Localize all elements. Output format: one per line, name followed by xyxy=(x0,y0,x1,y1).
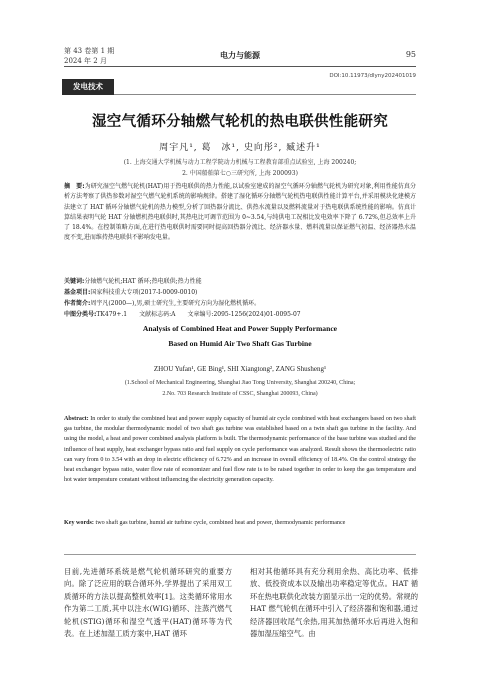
journal-name: 电力与能源 xyxy=(220,51,260,60)
body-column-right: 相对其他循环具有充分利用余热、高比功率、低排放、低投资成本以及输出功率稳定等优点。HAT 循环在热电联供化改装方面显示出一定的优势。常规的 HAT 燃气轮机在循环中引入了经济器和饱和器,通过经济器回收尾气余热,用其加热循环水后再进入饱和器加湿压缩空气。由 xyxy=(250,567,418,639)
english-abstract xyxy=(64,414,416,485)
chinese-abstract xyxy=(64,182,416,244)
english-abstract-label: Abstract: xyxy=(64,416,89,422)
chinese-abstract-text: 为研究湿空气燃气轮机(HAT)用于热电联供的热力性能,以试验室建成的湿空气循环分轴燃气轮机为研究对象,利用性能仿真分析方法考察了供热参数对湿空气燃气轮机系统的影响规律。搭建了湿化循环分轴燃气轮机热电联供性能计算平台,并采用模块化建模方法建立了 HAT 循环分轴燃气轮机的热力模型,分析了回热器分流比、供热水流量以及燃料流量对于热电联供系统性能的影响。仿真计算结果表明气轮 HAT 分轴燃机热电联供时,其热电比可调节范围为 0~3.54,与纯供电工况相比发电效率下降了 6.72%,但总效率上升了 18.4%。在控制策略方面,在进行热电联供时需要同时提高回热器分流比、经济器水量、燃料流量以保证燃气初温、经济器热水温度不变,进而维持热电联供不影响发电量。 xyxy=(64,183,416,242)
classification: 中图分类号:TK479+.1 文献标志码:A 文章编号:2095-1256(2024)01-0095-07 xyxy=(64,311,301,318)
english-affiliation-1: (1.School of Mechanical Engineering, Shanghai Jiao Tong University, Shanghai 200240, China; xyxy=(124,380,356,386)
english-abstract-text: In order to study the combined heat and power supply capacity of humid air cycle combined with heat exchangers based on two shaft gas turbine, the modular thermodynamic model of two shaft gas turbine was established based on a twin shaft gas turbine in the facility. And using the model, a heat and power combined analysis platform is built. The thermodynamic performance of the base turbine was studied and the influence of heat supply, heat exchanger bypass ratio and fuel supply on cycle performance was analyzed. Result shows the thermoelectric ratio can vary from 0 to 3.54 with an drop in electric efficiency of 6.72% and an increase in overall efficiency of 18.4%. On the control strategy the heat exchanger bypass ratio, water flow rate of economizer and fuel flow rate is to be raised together in order to keep the gas temperature and hot water temperature constant without influencing the electricity generation capacity. xyxy=(64,416,416,484)
funding: 基金项目:国家科技重大专项(2017-I-0009-0010) xyxy=(64,289,198,296)
english-title-line-1: Analysis of Combined Heat and Power Supply Performance xyxy=(142,324,338,333)
english-keywords xyxy=(64,518,416,528)
english-keywords-text: two shaft gas turbine, humid air turbine cycle, combined heat and power, thermodynamic performance xyxy=(95,520,346,526)
english-title-line-2: Based on Humid Air Two Shaft Gas Turbine xyxy=(168,339,312,348)
chinese-authors: 周宇凡¹, 葛 冰¹, 史向彤², 臧述升¹ xyxy=(159,143,321,153)
volume-issue: 第 43 卷第 1 期 xyxy=(64,47,115,55)
chinese-keywords: 关键词:分轴燃气轮机;HAT 循环;热电联供;热力性能 xyxy=(64,278,202,285)
author-bio: 作者简介:周宇凡(2000—),男,硕士研究生,主要研究方向为湿化燃机循环。 xyxy=(64,300,261,307)
body-column-left: 目前,先进循环系统是燃气轮机循环研究的重要方向。除了泛应用的联合循环外,学界提出了采用双工质循环的方法以提高整机效率[1]。这类循环常用水作为第二工质,其中以注水(WIG)循环、注蒸汽燃气轮机(STIG)循环和湿空气透平(HAT)循环等为代表。在上述加湿工质方案中,HAT 循环 xyxy=(64,567,232,639)
section-divider xyxy=(114,94,416,95)
chinese-abstract-label: 摘 要: xyxy=(64,183,85,190)
english-affiliation-2: 2.No. 703 Research Institute of CSSC, Shanghai 200093, China) xyxy=(162,391,318,397)
doi: DOI:10.11973/dlyny202401019 xyxy=(329,73,416,79)
body-divider xyxy=(64,554,416,555)
english-keywords-label: Key words: xyxy=(64,520,94,526)
chinese-affiliation-2: 2. 中国船舶第七○三研究所, 上海 200093) xyxy=(182,170,298,177)
header-divider xyxy=(64,66,416,67)
chinese-affiliation-1: (1. 上海交通大学机械与动力工程学院动力机械与工程教育部重点试验室, 上海 200240; xyxy=(123,159,357,166)
chinese-title: 湿空气循环分轴燃气轮机的热电联供性能研究 xyxy=(92,114,388,130)
issue-date: 2024 年 2 月 xyxy=(64,57,107,65)
english-authors: ZHOU Yufan¹, GE Bing¹, SHI Xiangtong², ZANG Shusheng¹ xyxy=(153,365,327,373)
page-number: 95 xyxy=(405,50,416,59)
section-tag: 发电技术 xyxy=(62,79,114,95)
